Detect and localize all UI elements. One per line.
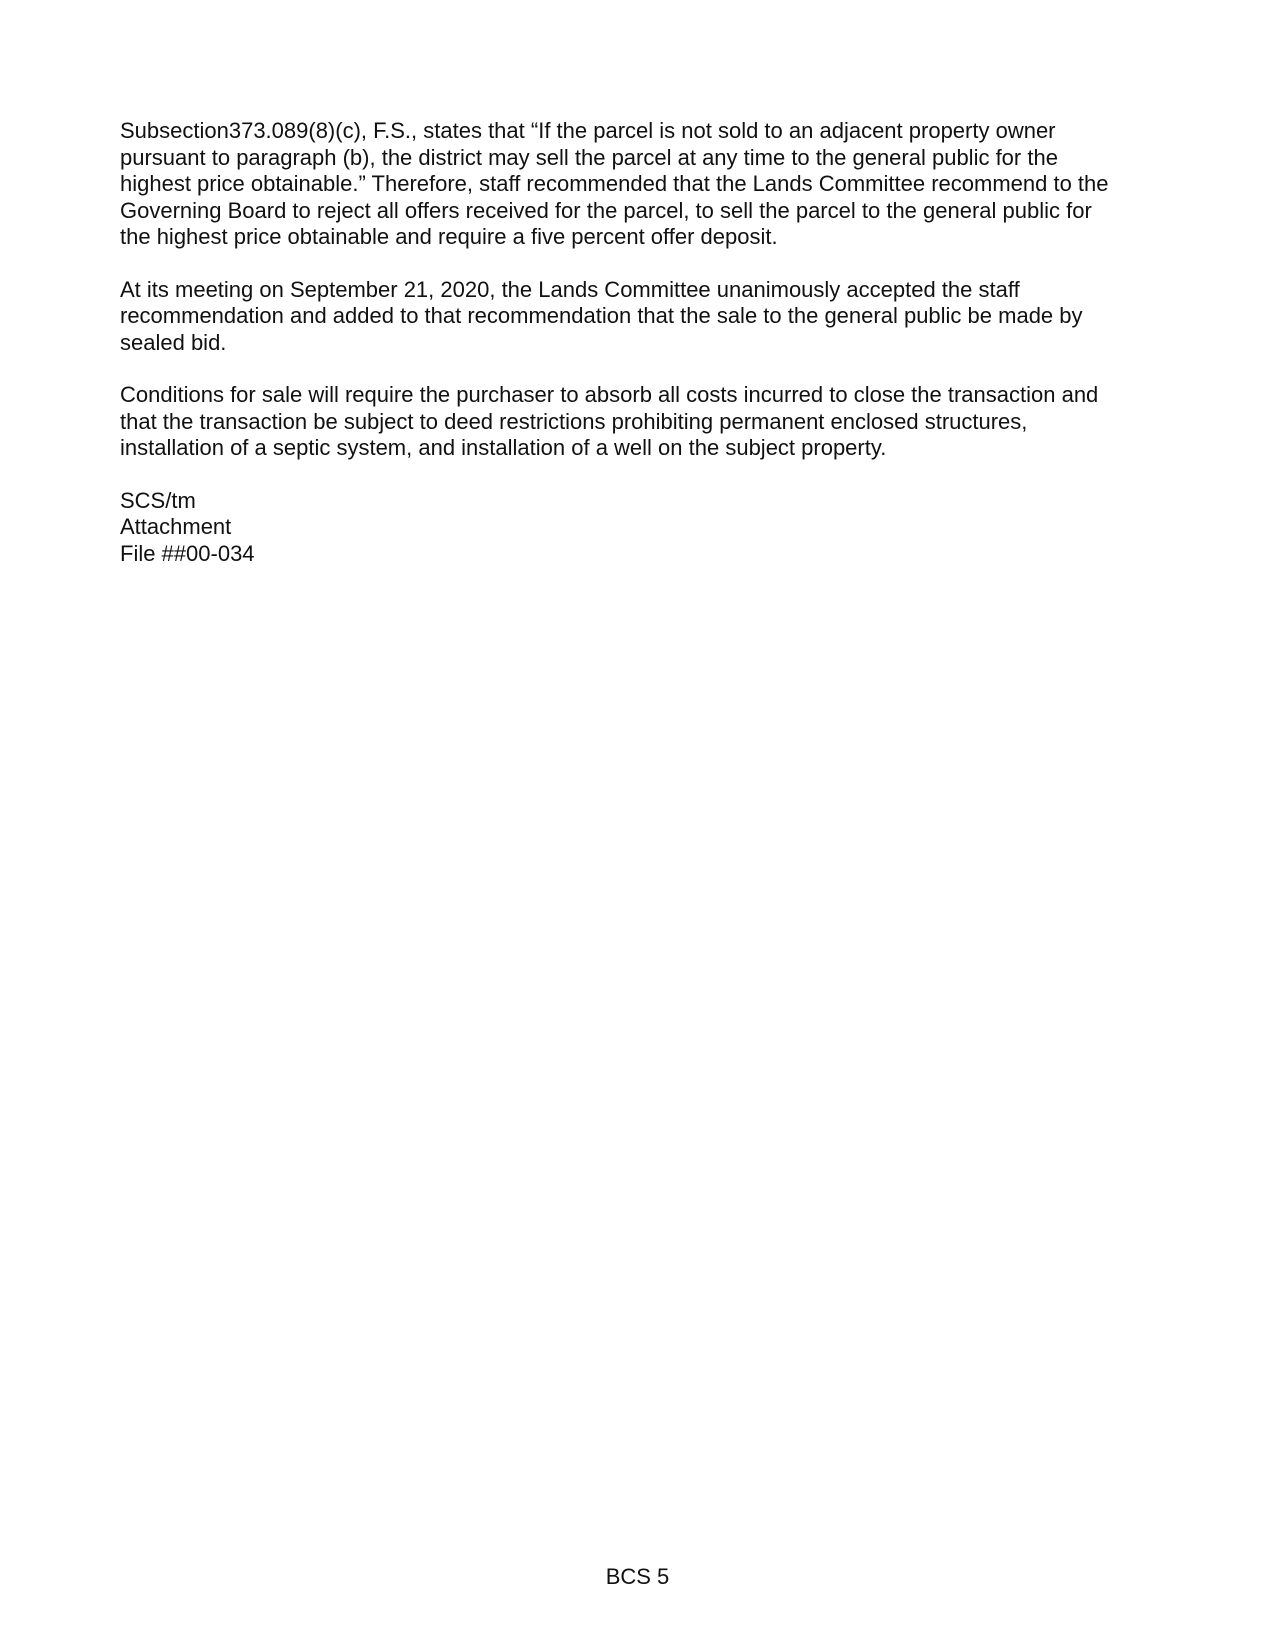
text-line: Governing Board to reject all offers received for the parcel, to sell the parcel to the general public for [120,197,1092,223]
text-line: At its meeting on September 21, 2020, the Lands Committee unanimously accepted the staff [120,276,1020,302]
signoff-block [120,488,1160,568]
paragraph-subsection-statute [120,118,1160,251]
text-line: pursuant to paragraph (b), the district may sell the parcel at any time to the general public for the [120,144,1058,170]
signoff-initials: SCS/tm [120,487,196,513]
paragraph-conditions-for-sale [120,382,1160,462]
text-line: recommendation and added to that recommendation that the sale to the general public be made by [120,303,1083,328]
text-line: sealed bid. [120,329,227,355]
text-line: Conditions for sale will require the purchaser to absorb all costs incurred to close the transaction and [120,382,1099,407]
text-line: that the transaction be subject to deed restrictions prohibiting permanent enclosed structures, [120,408,1028,434]
signoff-file-number: File ##00-034 [120,540,255,566]
signoff-attachment: Attachment [120,514,232,539]
text-line: installation of a septic system, and installation of a well on the subject property. [120,435,887,460]
text-line: Subsection373.089(8)(c), F.S., states that “If the parcel is not sold to an adjacent property owner [120,118,1056,143]
page-number: BCS 5 [605,1564,670,1589]
text-line: highest price obtainable.” Therefore, staff recommended that the Lands Committee recommend to the [120,171,1109,196]
text-line: the highest price obtainable and require a five percent offer deposit. [120,224,778,249]
document-body [120,118,1160,567]
paragraph-committee-meeting [120,277,1160,357]
